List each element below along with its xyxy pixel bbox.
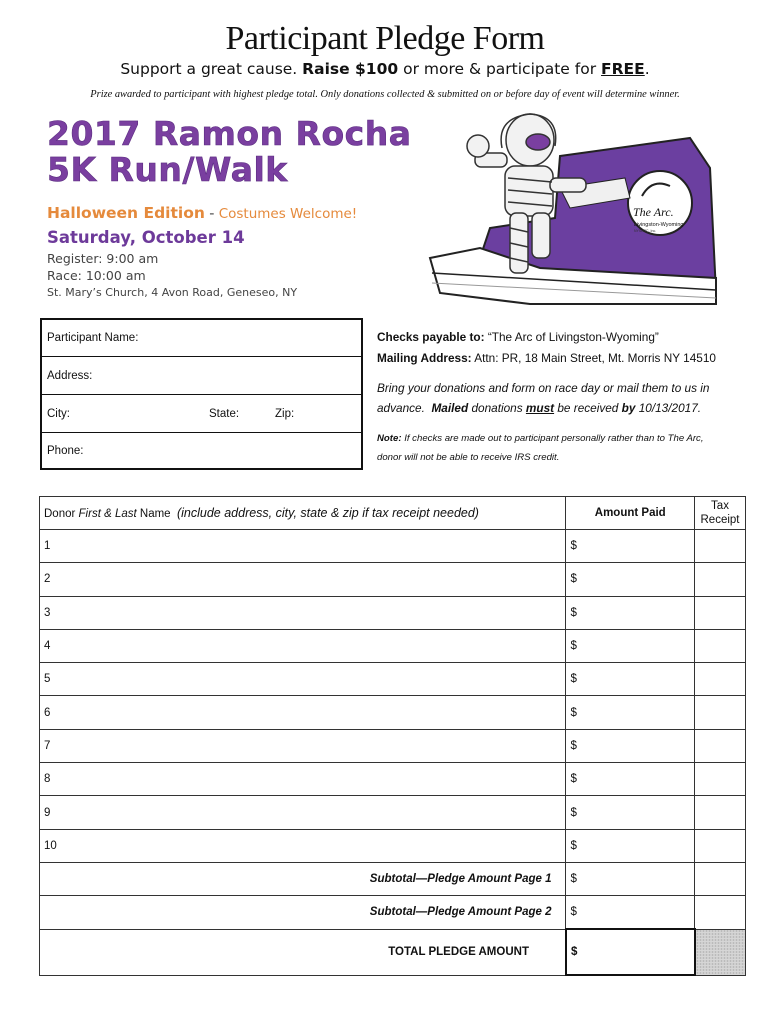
donor-amount-cell[interactable]: $: [566, 729, 695, 762]
subtotal-page2-label: Subtotal—Pledge Amount Page 2: [40, 896, 566, 929]
donor-tax-cell[interactable]: [695, 829, 746, 862]
participant-box: [40, 318, 363, 470]
bring-must: must: [525, 401, 555, 415]
subtotal-page1-row: [40, 862, 746, 895]
donor-tax-cell[interactable]: [695, 763, 746, 796]
row-number: 4: [44, 640, 51, 653]
event-info: [47, 114, 412, 299]
donor-name-cell[interactable]: [40, 729, 566, 762]
bring-received: be received: [557, 401, 619, 415]
subtotal-page2-tax: [695, 896, 746, 929]
address-field[interactable]: [42, 357, 361, 395]
sneaker-icon: [430, 138, 716, 304]
donor-amount-cell[interactable]: $: [566, 663, 695, 696]
note-text1: If checks are made out to participant personally rather than to The Arc,: [404, 433, 704, 444]
donor-amount-cell[interactable]: $: [566, 696, 695, 729]
row-number: 1: [44, 540, 51, 553]
header-name: Name: [139, 508, 171, 520]
register-time: Register: 9:00 am: [47, 251, 159, 266]
donor-name-cell[interactable]: [40, 829, 566, 862]
donor-row: [40, 696, 746, 729]
phone-field[interactable]: [42, 433, 361, 468]
donor-row: [40, 629, 746, 662]
subtotal-page2-row: [40, 896, 746, 929]
total-row: [40, 929, 746, 975]
subtitle-end: .: [644, 60, 650, 78]
donor-name-cell[interactable]: [40, 563, 566, 596]
subtotal-page1-amount[interactable]: $: [566, 862, 695, 895]
donor-row: [40, 663, 746, 696]
subtotal-page1-tax: [695, 862, 746, 895]
edition-name: Halloween Edition: [47, 204, 205, 222]
row-number: 7: [44, 739, 51, 752]
total-pledge-amount[interactable]: $: [566, 929, 695, 975]
subtitle-raise: Raise $100: [302, 60, 399, 78]
donor-row: [40, 796, 746, 829]
amount-paid-header: Amount Paid: [566, 497, 695, 530]
receipt-label: Receipt: [700, 514, 740, 526]
donor-tax-cell[interactable]: [695, 796, 746, 829]
donor-row: [40, 563, 746, 596]
donor-row: [40, 729, 746, 762]
city-label: City:: [47, 407, 70, 420]
note-line1: [377, 433, 704, 444]
bring-date: 10/13/2017.: [638, 401, 702, 415]
city-state-zip-field[interactable]: [42, 395, 361, 433]
donor-name-cell[interactable]: [40, 596, 566, 629]
header-first-last: First & Last: [78, 508, 137, 520]
row-number: 2: [44, 573, 51, 586]
donor-row: [40, 829, 746, 862]
checks-payable: [377, 330, 659, 344]
donor-table-header: [40, 497, 746, 530]
participant-name-label: Participant Name:: [47, 332, 139, 344]
donor-name-cell[interactable]: [40, 530, 566, 563]
bring-advance: advance.: [377, 401, 425, 415]
donor-name-cell[interactable]: [40, 763, 566, 796]
subtotal-page2-amount[interactable]: $: [566, 896, 695, 929]
row-number: 9: [44, 806, 51, 819]
donor-tax-cell[interactable]: [695, 729, 746, 762]
event-date: Saturday, October 14: [47, 228, 245, 247]
total-tax-cell: [695, 929, 746, 975]
row-number: 8: [44, 773, 51, 786]
costumes-welcome: Costumes Welcome!: [218, 206, 358, 222]
form-title: Participant Pledge Form: [225, 20, 545, 57]
race-time: Race: 10:00 am: [47, 268, 146, 283]
tax-label: Tax: [711, 500, 729, 512]
bring-by: by: [621, 401, 636, 415]
donor-tax-cell[interactable]: [695, 663, 746, 696]
donor-amount-cell[interactable]: $: [566, 829, 695, 862]
donor-name-cell[interactable]: [40, 663, 566, 696]
donor-amount-cell[interactable]: $: [566, 596, 695, 629]
mailing-label: Mailing Address:: [377, 351, 472, 365]
event-title-line1: 2017 Ramon Rocha: [47, 114, 412, 153]
mummy-sneaker-illustration: [420, 108, 722, 308]
subtitle-free: FREE: [601, 60, 645, 78]
tax-receipt-header: [695, 497, 746, 530]
state-label: State:: [209, 407, 240, 420]
donor-table: [39, 496, 746, 976]
phone-label: Phone:: [47, 444, 84, 457]
donor-tax-cell[interactable]: [695, 596, 746, 629]
donor-tax-cell[interactable]: [695, 629, 746, 662]
checks-value: “The Arc of Livingston-Wyoming”: [487, 330, 659, 344]
total-pledge-label: TOTAL PLEDGE AMOUNT: [40, 929, 566, 975]
bring-line1: [377, 381, 709, 395]
donor-name-cell[interactable]: [40, 629, 566, 662]
event-location: St. Mary’s Church, 4 Avon Road, Geneseo, NY: [47, 286, 298, 299]
donor-tax-cell[interactable]: [695, 530, 746, 563]
logo-tagline: NYSARC, Inc.: [634, 229, 657, 233]
logo-name: The Arc.: [633, 205, 674, 219]
donor-amount-cell[interactable]: $: [566, 530, 695, 563]
note-text2: donor will not be able to receive IRS credit.: [377, 452, 560, 463]
donor-amount-cell[interactable]: $: [566, 629, 695, 662]
donor-row: [40, 763, 746, 796]
donor-row: [40, 530, 746, 563]
row-number: 3: [44, 606, 51, 619]
note-line2: [377, 452, 559, 463]
donor-name-cell[interactable]: [40, 696, 566, 729]
note-label: Note:: [377, 433, 402, 444]
address-label: Address:: [47, 369, 93, 382]
prize-note: Prize awarded to participant with highest pledge total. Only donations collected & submitted on or before day of event will determine winner.: [90, 89, 680, 100]
event-edition: [47, 204, 357, 223]
zip-label: Zip:: [275, 407, 295, 420]
row-number: 6: [44, 706, 51, 719]
header-note: (include address, city, state & zip if tax receipt needed): [176, 506, 479, 520]
donor-amount-cell[interactable]: $: [566, 763, 695, 796]
donor-name-header: [40, 497, 566, 530]
bring-line2: [377, 401, 701, 415]
donor-amount-cell[interactable]: $: [566, 563, 695, 596]
donor-row: [40, 596, 746, 629]
bring-text1: Bring your donations and form on race day or mail them to us in: [377, 381, 710, 395]
event-title-line2: 5K Run/Walk: [47, 150, 288, 189]
donor-tax-cell[interactable]: [695, 696, 746, 729]
mailing-value: Attn: PR, 18 Main Street, Mt. Morris NY 14510: [474, 351, 716, 365]
bring-donations: donations: [471, 401, 523, 415]
subtitle-pre: Support a great cause.: [120, 60, 298, 78]
bring-mailed: Mailed: [431, 401, 469, 415]
donor-name-cell[interactable]: [40, 796, 566, 829]
participant-name-field[interactable]: [42, 320, 361, 357]
logo-chapter: Livingston-Wyoming: [634, 222, 684, 228]
edition-separator: -: [209, 205, 215, 222]
checks-label: Checks payable to:: [377, 330, 485, 344]
subtitle-mid: or more & participate for: [403, 60, 597, 78]
row-number: 10: [44, 839, 57, 852]
donor-tax-cell[interactable]: [695, 563, 746, 596]
header-donor: Donor: [44, 508, 76, 520]
mailing-address: [377, 351, 716, 365]
row-number: 5: [44, 673, 51, 686]
subtotal-page1-label: Subtotal—Pledge Amount Page 1: [40, 862, 566, 895]
form-subtitle: [0, 60, 770, 78]
donor-amount-cell[interactable]: $: [566, 796, 695, 829]
